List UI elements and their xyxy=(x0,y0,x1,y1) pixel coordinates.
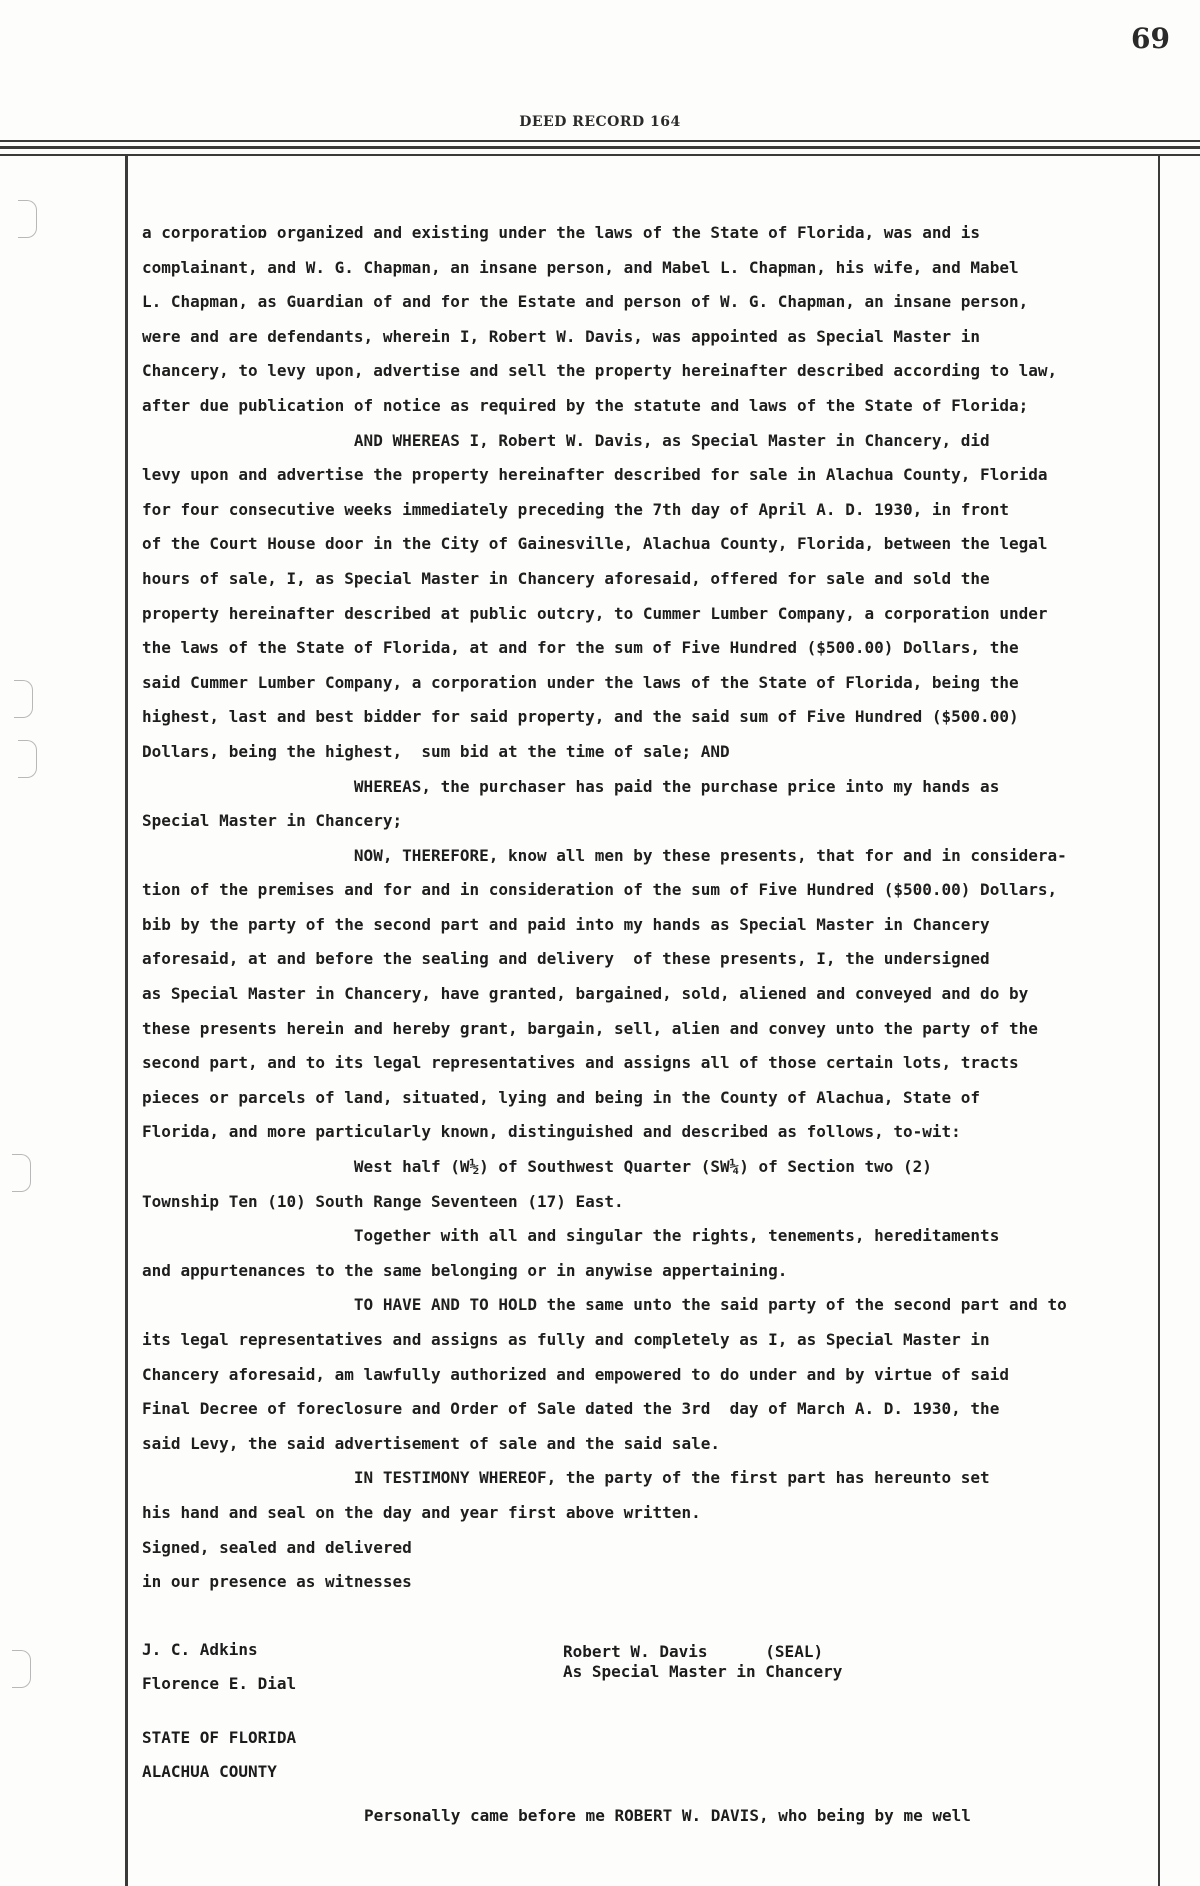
witness-name-1: J. C. Adkins xyxy=(142,1640,258,1659)
body-line: were and are defendants, wherein I, Robert W. Davis, was appointed as Special Master in xyxy=(142,326,981,346)
body-line: Chancery aforesaid, am lawfully authorized and empowered to do under and by virtue of said xyxy=(142,1364,1009,1384)
body-line: tion of the premises and for and in consideration of the sum of Five Hundred ($500.00) Dollars, xyxy=(142,880,1058,900)
body-line: levy upon and advertise the property hereinafter described for sale in Alachua County, Florida xyxy=(142,465,1048,485)
body-line: Dollars, being the highest, sum bid at the time of sale; AND xyxy=(142,741,730,761)
body-line: property hereinafter described at public outcry, to Cummer Lumber Company, a corporation under xyxy=(142,603,1048,623)
acknowledgment-text: Personally came before me ROBERT W. DAVIS, who being by me well xyxy=(364,1806,971,1825)
body-line: Final Decree of foreclosure and Order of Sale dated the 3rd day of March A. D. 1930, the xyxy=(142,1399,1000,1419)
body-line: of the Court House door in the City of Gainesville, Alachua County, Florida, between the legal xyxy=(142,534,1048,554)
body-line: a corporatioɒ organized and existing under the laws of the State of Florida, was and is xyxy=(142,223,981,242)
binder-hole-2 xyxy=(14,680,33,718)
body-line: AND WHEREAS I, Robert W. Davis, as Special Master in Chancery, did xyxy=(142,430,990,450)
body-line: Special Master in Chancery; xyxy=(142,811,403,831)
venue-county: ALACHUA COUNTY xyxy=(142,1762,277,1781)
binder-hole-1 xyxy=(18,200,37,238)
body-line: highest, last and best bidder for said property, and the said sum of Five Hundred ($500.00) xyxy=(142,707,1019,727)
body-line: Together with all and singular the rights, tenements, hereditaments xyxy=(142,1226,1000,1246)
body-line: Township Ten (10) South Range Seventeen (17) East. xyxy=(142,1191,624,1211)
body-line: complainant, and W. G. Chapman, an insane person, and Mabel L. Chapman, his wife, and Mabel xyxy=(142,257,1019,277)
body-line: his hand and seal on the day and year first above written. xyxy=(142,1502,701,1522)
binder-hole-3 xyxy=(18,740,37,778)
signer-name: Robert W. Davis (SEAL) xyxy=(563,1642,824,1661)
body-line: West half (W½) of Southwest Quarter (SW¼) of Section two (2) xyxy=(142,1157,932,1177)
binder-hole-5 xyxy=(12,1650,31,1688)
header-rule-top xyxy=(0,140,1200,142)
body-line: its legal representatives and assigns as fully and completely as I, as Special Master in xyxy=(142,1330,990,1349)
body-line: pieces or parcels of land, situated, lying and being in the County of Alachua, State of xyxy=(142,1087,981,1107)
body-line: Chancery, to levy upon, advertise and sell the property hereinafter described according to law, xyxy=(142,361,1058,381)
witness-name-2: Florence E. Dial xyxy=(142,1674,297,1693)
body-line: second part, and to its legal representatives and assigns all of those certain lots, tracts xyxy=(142,1053,1019,1073)
body-line: said Levy, the said advertisement of sale and the said sale. xyxy=(142,1433,720,1453)
body-line: as Special Master in Chancery, have granted, bargained, sold, aliened and conveyed and do by xyxy=(142,984,1029,1004)
body-line: WHEREAS, the purchaser has paid the purchase price into my hands as xyxy=(142,776,1000,796)
body-line: Florida, and more particularly known, distinguished and described as follows, to-wit: xyxy=(142,1122,961,1142)
body-line: L. Chapman, as Guardian of and for the Estate and person of W. G. Chapman, an insane person, xyxy=(142,292,1029,312)
body-line: NOW, THEREFORE, know all men by these presents, that for and in considera- xyxy=(142,845,1067,865)
body-line: these presents herein and hereby grant, bargain, sell, alien and convey unto the party of the xyxy=(142,1018,1038,1038)
body-line: TO HAVE AND TO HOLD the same unto the said party of the second part and to xyxy=(142,1295,1067,1315)
record-title: DEED RECORD 164 xyxy=(519,114,681,130)
body-line: and appurtenances to the same belonging or in anywise appertaining. xyxy=(142,1260,788,1280)
page-number: 69 xyxy=(1131,22,1170,55)
body-line: the laws of the State of Florida, at and for the sum of Five Hundred ($500.00) Dollars, the xyxy=(142,638,1019,658)
body-line: in our presence as witnesses xyxy=(142,1572,412,1592)
body-line: Signed, sealed and delivered xyxy=(142,1537,412,1557)
body-line: aforesaid, at and before the sealing and delivery of these presents, I, the undersigned xyxy=(142,949,990,969)
body-line: IN TESTIMONY WHEREOF, the party of the first part has hereunto set xyxy=(142,1468,990,1488)
header-rule-bottom xyxy=(0,154,1200,156)
signer-title: As Special Master in Chancery xyxy=(563,1662,843,1681)
venue-state: STATE OF FLORIDA xyxy=(142,1728,297,1747)
body-line: for four consecutive weeks immediately preceding the 7th day of April A. D. 1930, in front xyxy=(142,499,1009,519)
binder-hole-4 xyxy=(12,1154,31,1192)
deed-body-text xyxy=(142,216,1162,1600)
body-line: said Cummer Lumber Company, a corporation under the laws of the State of Florida, being the xyxy=(142,672,1019,692)
left-margin-rule xyxy=(125,156,128,1886)
header-rule-middle xyxy=(0,146,1200,149)
body-line: after due publication of notice as required by the statute and laws of the State of Florida; xyxy=(142,395,1029,415)
body-line: hours of sale, I, as Special Master in Chancery aforesaid, offered for sale and sold the xyxy=(142,568,990,588)
body-line: bib by the party of the second part and paid into my hands as Special Master in Chancery xyxy=(142,914,990,934)
